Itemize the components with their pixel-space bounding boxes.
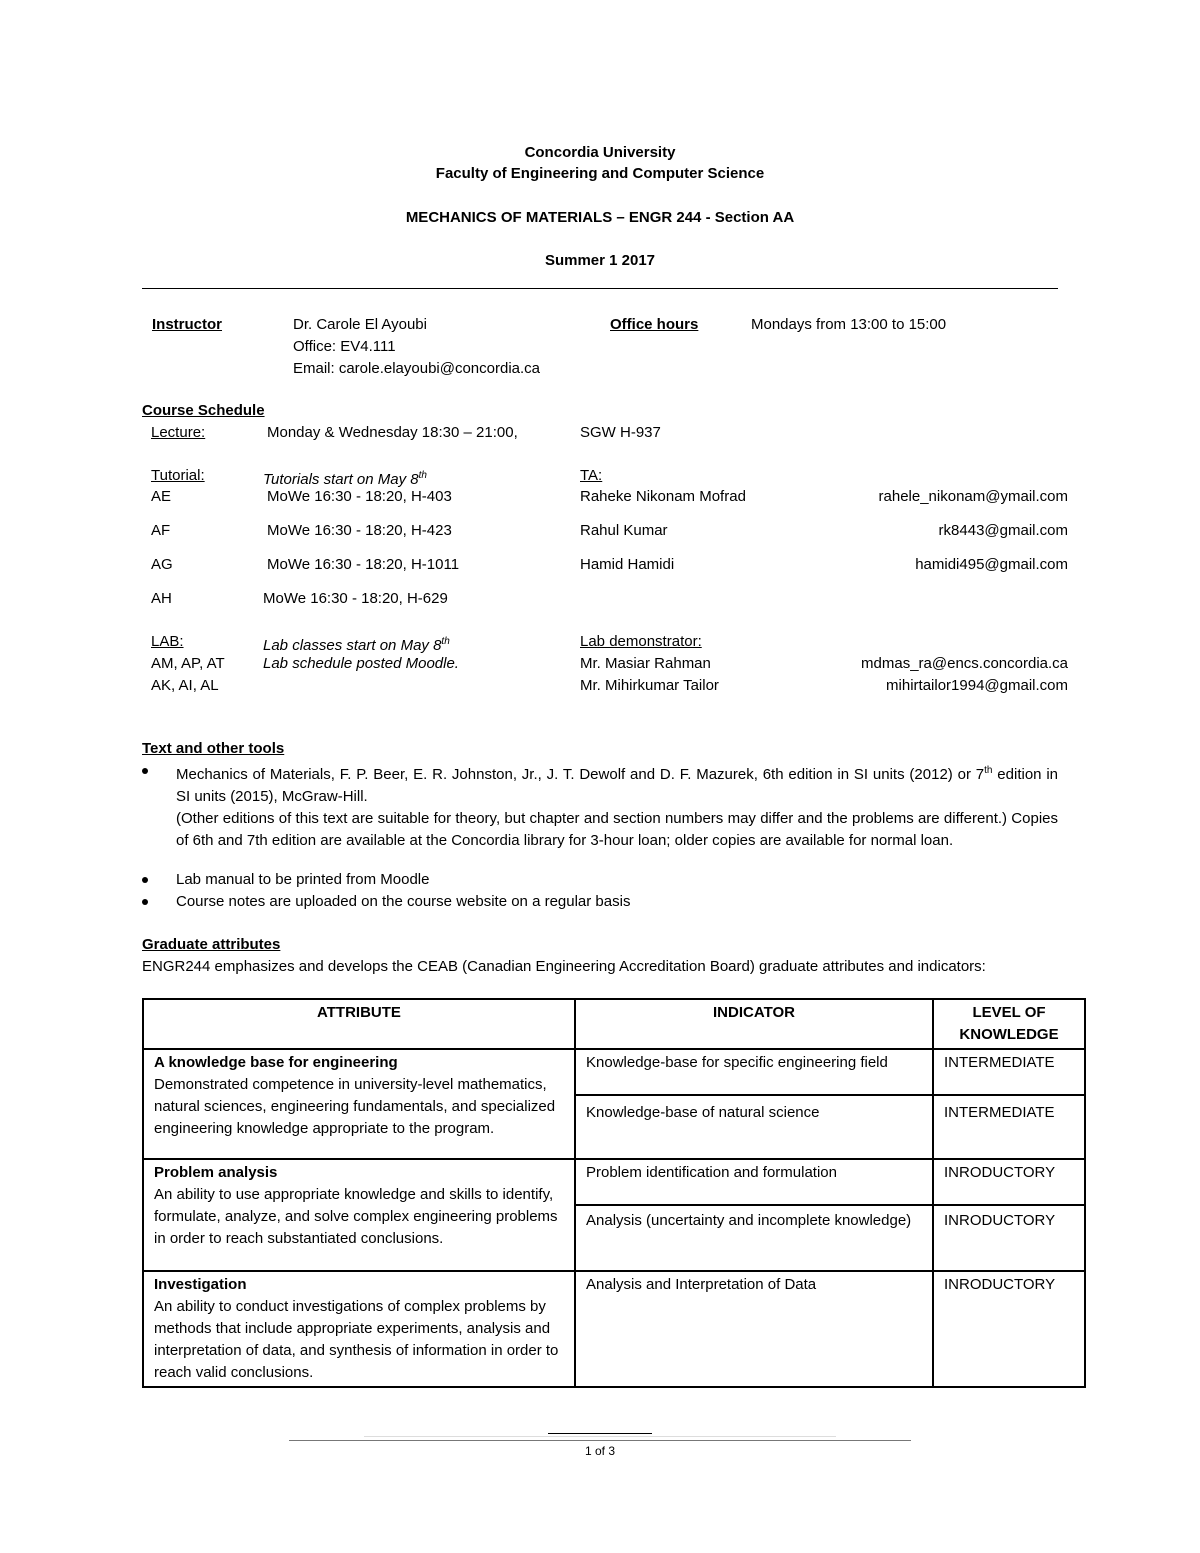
attributes-table [142,998,1086,1388]
column-header-indicator: INDICATOR [575,999,933,1049]
bullet-icon [142,899,148,905]
attribute-title: Problem analysis [154,1164,278,1181]
footer-rule [289,1440,911,1441]
level-cell: INTERMEDIATE [933,1095,1085,1159]
office-hours: Mondays from 13:00 to 15:00 [751,316,947,333]
ta-name: Rahul Kumar [580,522,668,539]
attributes-heading: Graduate attributes [142,936,281,953]
term: Summer 1 2017 [544,252,656,269]
attribute-description: An ability to use appropriate knowledge and skills to identify, formulate, analyze, and solve complex engineering problems in order to reach substantiated conclusions. [154,1186,558,1247]
faculty-name: Faculty of Engineering and Computer Science [435,165,765,182]
tutorial-time: MoWe 16:30 - 18:20, H-423 [267,522,452,539]
tutorial-label: Tutorial: [151,467,205,484]
course-title: MECHANICS OF MATERIALS – ENGR 244 - Section AA [405,209,795,226]
lab-schedule-note: Lab schedule posted Moodle. [263,655,459,672]
column-header-attribute: ATTRIBUTE [143,999,575,1049]
tutorial-time: MoWe 16:30 - 18:20, H-1011 [267,556,460,573]
attribute-title: A knowledge base for engineering [154,1054,398,1071]
attribute-cell [143,1049,575,1159]
instructor-label: Instructor [152,316,223,333]
lab-section: AK, AI, AL [151,677,219,694]
instructor-email: Email: carole.elayoubi@concordia.ca [293,360,541,377]
attributes-intro: ENGR244 emphasizes and develops the CEAB (Canadian Engineering Accreditation Board) graduate attributes and indicators: [142,958,986,975]
lecture-time: Monday & Wednesday 18:30 – 21:00, [267,424,518,441]
table-row [143,1049,1085,1095]
tutorial-section: AG [151,556,173,573]
tutorial-section: AH [151,590,172,607]
tutorial-section: AE [151,488,172,505]
instructor-name: Dr. Carole El Ayoubi [293,316,427,333]
table-row [143,1271,1085,1387]
tutorial-note: Tutorials start on May 8th [263,470,427,488]
page-number: 1 of 3 [584,1444,616,1458]
ta-name: Hamid Hamidi [580,556,675,573]
lecture-room: SGW H-937 [580,424,661,441]
lab-section: AM, AP, AT [151,655,225,672]
ta-email: rk8443@gmail.com [938,522,1068,539]
indicator-cell: Knowledge-base of natural science [575,1095,933,1159]
indicator-cell: Knowledge-base for specific engineering field [575,1049,933,1095]
attribute-title: Investigation [154,1276,247,1293]
instructor-office: Office: EV4.111 [293,338,396,355]
office-hours-label: Office hours [610,316,699,333]
ta-email: hamidi495@gmail.com [915,556,1068,573]
lecture-label: Lecture: [151,424,206,441]
course-notes-item: Course notes are uploaded on the course website on a regular basis [176,893,631,910]
attribute-cell [143,1159,575,1271]
tutorial-section: AF [151,522,171,539]
footer-short-rule [548,1433,652,1434]
indicator-cell: Problem identification and formulation [575,1159,933,1205]
ta-name: Raheke Nikonam Mofrad [580,488,746,505]
attribute-description: Demonstrated competence in university-level mathematics, natural sciences, engineering fundamentals, and specialized engineering knowledge appropriate to the program. [154,1076,556,1137]
level-cell: INRODUCTORY [933,1271,1085,1387]
lab-demonstrator-email: mihirtailor1994@gmail.com [886,677,1068,694]
ta-label: TA: [580,467,603,484]
tutorial-time: MoWe 16:30 - 18:20, H-629 [263,590,448,607]
bullet-icon [142,768,148,774]
university-name: Concordia University [524,144,676,161]
footer-faint-rule [364,1436,836,1437]
ta-email: rahele_nikonam@ymail.com [878,488,1068,505]
lab-note: Lab classes start on May 8th [263,636,450,654]
lab-demonstrator-label: Lab demonstrator: [580,633,702,650]
lab-demonstrator-name: Mr. Masiar Rahman [580,655,711,672]
lab-demonstrator-name: Mr. Mihirkumar Tailor [580,677,719,694]
attribute-cell [143,1271,575,1387]
textbook-item: Mechanics of Materials, F. P. Beer, E. R. Johnston, Jr., J. T. Dewolf and D. F. Mazurek, 6th edition in SI units (2012) or 7th edition in SI units (2015), McGraw-Hill. (Other editions of this text are suitable for theory, but chapter and section numbers may differ and the problems are different.) Copies of 6th and 7th edition are available at the Concordia library for 3-hour loan; older copies are available for normal loan. [176,765,1058,849]
lab-label: LAB: [151,633,184,650]
tools-heading: Text and other tools [142,740,285,757]
level-cell: INTERMEDIATE [933,1049,1085,1095]
table-header-row [143,999,1085,1049]
level-cell: INRODUCTORY [933,1159,1085,1205]
table-row [143,1159,1085,1205]
attribute-description: An ability to conduct investigations of complex problems by methods that include appropriate experiments, analysis and interpretation of data, and synthesis of information in order to reach valid conclusions. [154,1298,559,1381]
header-rule [142,288,1058,289]
lab-demonstrator-email: mdmas_ra@encs.concordia.ca [861,655,1068,672]
indicator-cell: Analysis (uncertainty and incomplete knowledge) [575,1205,933,1271]
lab-manual-item: Lab manual to be printed from Moodle [176,871,430,888]
course-schedule-heading: Course Schedule [142,402,265,419]
bullet-icon [142,877,148,883]
tutorial-time: MoWe 16:30 - 18:20, H-403 [267,488,452,505]
indicator-cell: Analysis and Interpretation of Data [575,1271,933,1387]
column-header-level: LEVEL OF KNOWLEDGE [933,999,1085,1049]
level-cell: INRODUCTORY [933,1205,1085,1271]
